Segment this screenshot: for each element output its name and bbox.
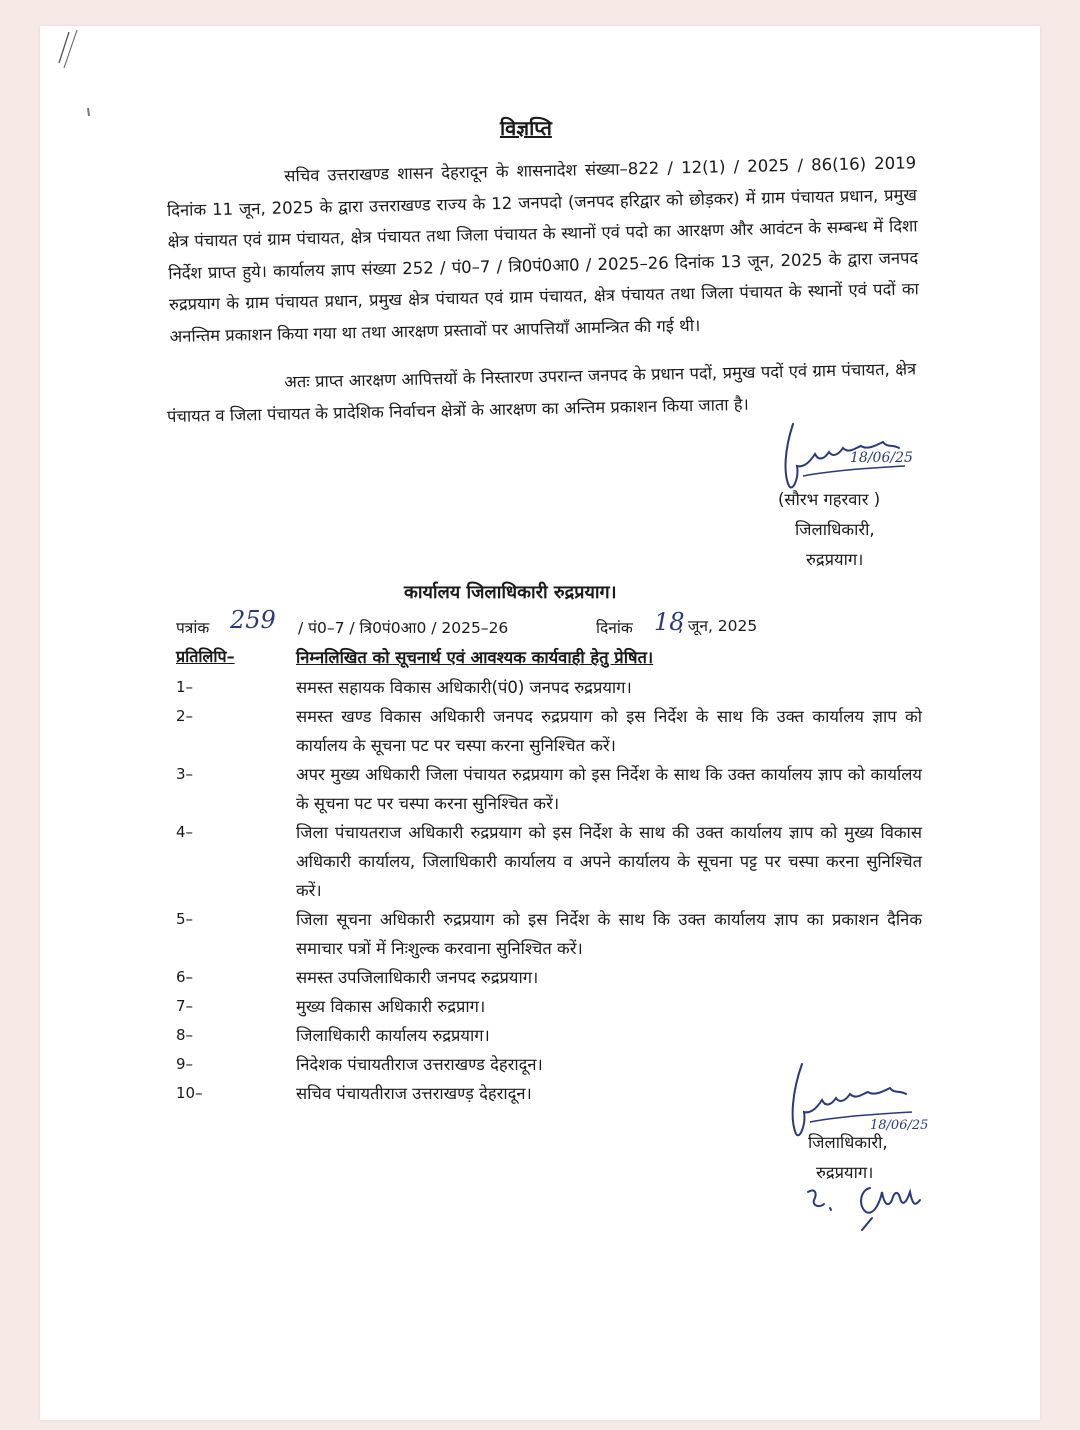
list-item-text: समस्त उपजिलाधिकारी जनपद रुद्रप्रयाग। [296, 968, 539, 987]
list-item [176, 963, 922, 992]
copy-recipient-list [176, 673, 922, 1108]
signature-date: 18/06/25 [850, 450, 913, 466]
list-item-text: समस्त खण्ड विकास अधिकारी जनपद रुद्रप्रयाग को इस निर्देश के साथ कि उक्त कार्यालय ज्ञाप को कार्यालय के सूचना पट पर चस्पा करना सुनिश्चित करें। [296, 707, 922, 755]
list-item [176, 1021, 922, 1050]
list-item [176, 992, 922, 1021]
signatory-2-designation: जिलाधिकारी, [808, 1133, 888, 1152]
list-item-text: जिलाधिकारी कार्यालय रुद्रप्रयाग। [296, 1026, 490, 1045]
patrank-reference: / पं0–7 / त्रि0पं0आ0 / 2025–26 [298, 619, 509, 637]
list-item-text: समस्त सहायक विकास अधिकारी(पं0) जनपद रुद्रप्रयाग। [296, 678, 632, 697]
notice-paragraph-2: अतः प्राप्त आरक्षण आपित्तयों के निस्तारण उपरान्त जनपद के प्रधान पदों, प्रमुख पदों एवं ग्राम पंचायत, क्षेत्र पंचायत व जिला पंचायत के प्रादेशिक निर्वाचन क्षेत्रों के आरक्षण का अन्तिम प्रकाशन किया जाता है। [166, 359, 917, 426]
list-item [176, 702, 922, 760]
list-item-text: मुख्य विकास अधिकारी रुद्रप्राग। [296, 997, 486, 1016]
list-item-text: जिला सूचना अधिकारी रुद्रप्रयाग को इस निर्देश के साथ कि उक्त कार्यालय ज्ञाप का प्रकाशन दैनिक समाचार पत्रों में निःशुल्क करवाना सुनिश्चित करें। [296, 910, 922, 958]
list-item-number: 5– [176, 910, 194, 928]
list-item-number: 10– [176, 1084, 203, 1102]
copy-intro: निम्नलिखित को सूचनार्थ एवं आवश्यक कार्यवाही हेतु प्रेषित। [296, 648, 654, 667]
list-item-text: निदेशक पंचायतीराज उत्तराखण्ड देहरादून। [296, 1055, 543, 1074]
list-item-text: सचिव पंचायतीराज उत्तराखण्ड़ देहरादून। [296, 1084, 532, 1103]
office-title: कार्यालय जिलाधिकारी रुद्रप्रयाग। [404, 582, 617, 603]
signatory-place: रुद्रप्रयाग। [806, 550, 864, 569]
list-item-number: 1– [176, 678, 194, 696]
list-item-text: जिला पंचायतराज अधिकारी रुद्रप्रयाग को इस निर्देश के साथ की उक्त कार्यालय ज्ञाप को मुख्य विकास अधिकारी कार्यालय, जिलाधिकारी कार्यालय व अपने कार्यालय के सूचना पट्ट पर चस्पा करना सुनिश्चित करें। [296, 823, 922, 900]
initials-mark [800, 1178, 930, 1238]
date-month-year: , जून, 2025 [678, 617, 758, 635]
list-item [176, 905, 922, 963]
date-label: दिनांक [596, 619, 633, 637]
list-item [176, 673, 922, 702]
list-item [176, 760, 922, 818]
copy-label: प्रतिलिपि– [176, 647, 235, 666]
list-item-number: 9– [176, 1055, 194, 1073]
list-item-number: 3– [176, 765, 194, 783]
list-item-number: 4– [176, 823, 194, 841]
date-day: 18 [654, 608, 685, 636]
list-item-text: अपर मुख्य अधिकारी जिला पंचायत रुद्रप्रयाग को इस निर्देश के साथ कि उक्त कार्यालय ज्ञाप को कार्यालय के सूचना पट पर चस्पा करना सुनिश्चित करें। [296, 765, 922, 813]
patrank-label: पत्रांक [176, 619, 210, 637]
list-item [176, 818, 922, 905]
notice-paragraph-1: सचिव उत्तराखण्ड शासन देहरादून के शासनादेश संख्या–822 / 12(1) / 2025 / 86(16) 2019 दिनांक 11 जून, 2025 के द्वारा उत्तराखण्ड राज्य के 12 जनपदो (जनपद हरिद्वार को छोड़कर) में ग्राम पंचायत प्रधान, प्रमुख क्षेत्र पंचायत एवं ग्राम पंचायत, क्षेत्र पंचायत तथा जिला पंचायत के स्थानों एवं पदो का आरक्षण और आवंटन के सम्बन्ध में दिशा निर्देश प्राप्त हुये। कार्यालय ज्ञाप संख्या 252 / पं0–7 / त्रि0पं0आ0 / 2025–26 दिनांक 13 जून, 2025 के द्वारा जनपद रुद्रप्रयाग के ग्राम पंचायत प्रधान, प्रमुख क्षेत्र पंचायत एवं ग्राम पंचायत, क्षेत्र पंचायत तथा जिला पंचायत के स्थानों एवं पदों का अनन्तिम प्रकाशन किया गया था तथा आरक्षण प्रस्तावों पर आपत्तियॉं आमन्त्रित की गई थी। [166, 153, 919, 346]
patrank-number: 259 [230, 606, 276, 634]
notice-title: विज्ञप्ति [500, 116, 552, 140]
list-item-number: 6– [176, 968, 194, 986]
scan-mark [55, 28, 95, 118]
list-item-number: 2– [176, 707, 194, 725]
signatory-2-place: रुद्रप्रयाग। [816, 1163, 874, 1182]
list-item-number: 7– [176, 997, 194, 1015]
list-item-number: 8– [176, 1026, 194, 1044]
signature-2-date: 18/06/25 [870, 1118, 929, 1133]
signatory-designation: जिलाधिकारी, [795, 520, 875, 539]
signatory-name: (सौरभ गहरवार ) [778, 490, 881, 509]
